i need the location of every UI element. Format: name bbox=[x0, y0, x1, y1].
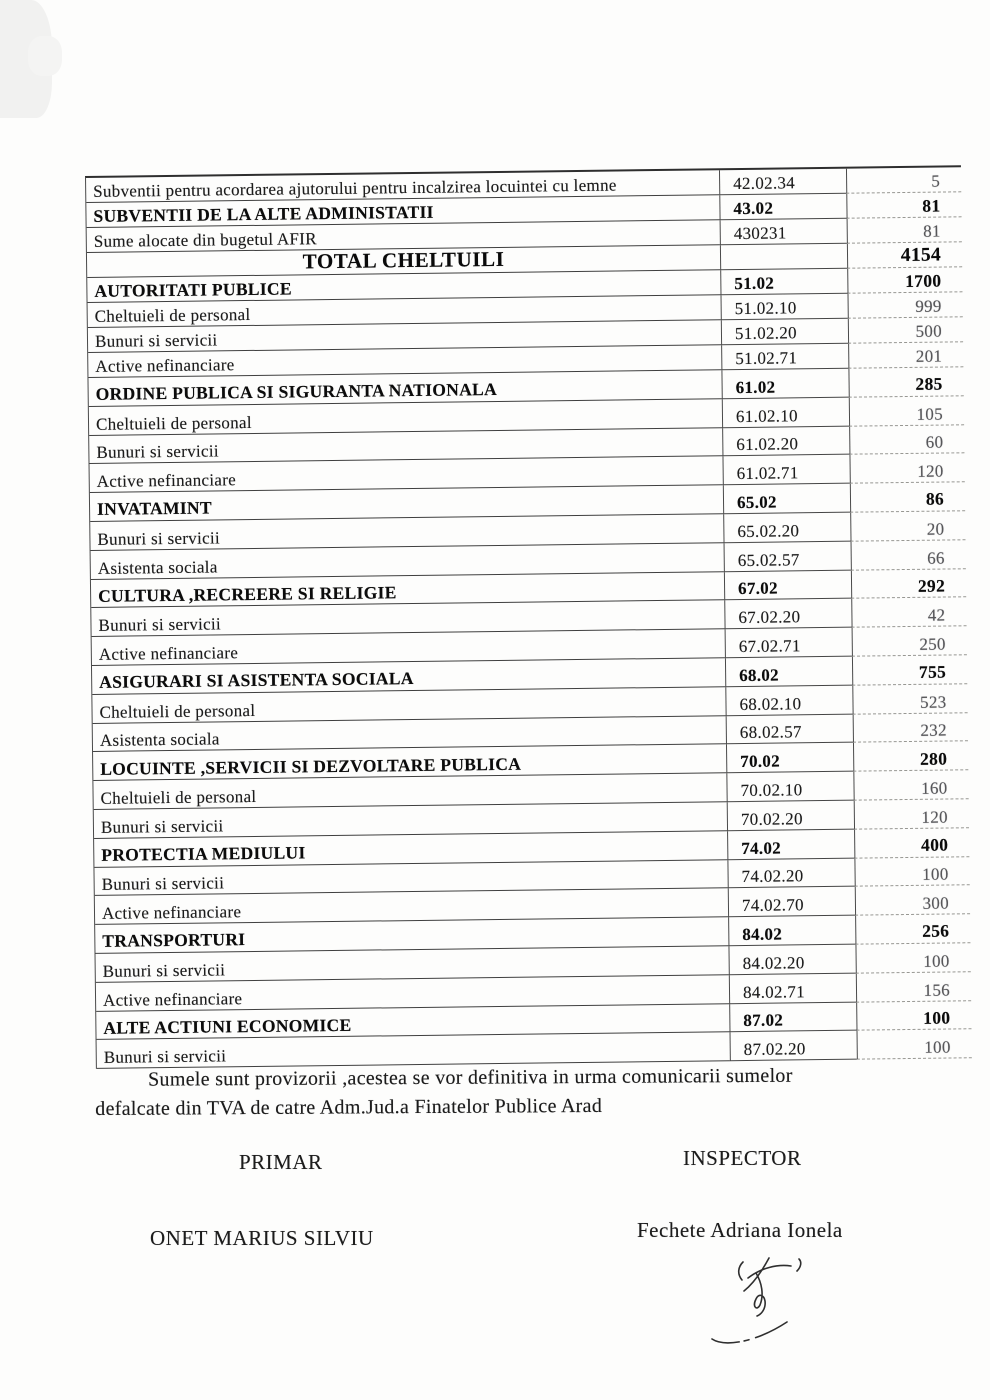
row-code: 51.02.20 bbox=[721, 319, 848, 346]
row-label: Cheltuieli de personal bbox=[93, 773, 726, 810]
row-value: 4154 bbox=[847, 242, 962, 268]
row-code: 70.02.10 bbox=[726, 772, 853, 802]
row-code: 42.02.34 bbox=[719, 169, 846, 196]
row-label: Bunuri si servicii bbox=[89, 428, 722, 465]
inspector-name: Fechete Adriana Ionela bbox=[637, 1218, 843, 1242]
row-code: 43.02 bbox=[719, 194, 846, 221]
row-code: 61.02.71 bbox=[722, 455, 849, 485]
row-label: INVATAMINT bbox=[90, 485, 723, 522]
row-value: 20 bbox=[850, 511, 965, 541]
row-label: Active nefinanciare bbox=[95, 889, 728, 926]
row-value: 285 bbox=[848, 367, 963, 397]
row-value: 500 bbox=[848, 317, 963, 343]
row-code: 68.02.57 bbox=[726, 714, 853, 744]
row-value: 156 bbox=[856, 972, 971, 1002]
row-value: 60 bbox=[849, 425, 964, 455]
row-value: 81 bbox=[847, 217, 962, 243]
row-code: 51.02.71 bbox=[721, 344, 848, 371]
row-code: 68.02 bbox=[725, 657, 852, 687]
signature-scribble bbox=[703, 1252, 813, 1352]
scan-artifact bbox=[28, 36, 62, 76]
row-label: Asistenta sociala bbox=[93, 716, 726, 753]
row-code: 65.02.57 bbox=[724, 541, 851, 571]
row-label: ORDINE PUBLICA SI SIGURANTA NATIONALA bbox=[88, 370, 721, 407]
row-label: TOTAL CHELTUILI bbox=[87, 245, 720, 278]
row-label: CULTURA ,RECREERE SI RELIGIE bbox=[91, 572, 724, 609]
row-label: Active nefinanciare bbox=[90, 457, 723, 494]
row-value: 42 bbox=[851, 598, 966, 628]
budget-table bbox=[85, 165, 972, 1069]
row-value: 523 bbox=[852, 684, 967, 714]
row-value: 66 bbox=[851, 540, 966, 570]
row-label: LOCUINTE ,SERVICII SI DEZVOLTARE PUBLICA bbox=[93, 745, 726, 782]
row-value: 232 bbox=[853, 713, 968, 743]
row-label: Cheltuieli de personal bbox=[92, 687, 725, 724]
row-value: 100 bbox=[856, 1001, 971, 1031]
row-label: Active nefinanciare bbox=[88, 345, 721, 378]
row-code: 70.02.20 bbox=[727, 801, 854, 831]
row-code: 65.02.20 bbox=[723, 513, 850, 543]
row-label: Bunuri si servicii bbox=[90, 514, 723, 551]
row-value: 999 bbox=[847, 292, 962, 318]
row-label: Bunuri si servicii bbox=[91, 601, 724, 638]
row-label: Bunuri si servicii bbox=[97, 1033, 730, 1070]
inspector-title: INSPECTOR bbox=[683, 1146, 802, 1170]
row-label: TRANSPORTURI bbox=[95, 917, 728, 954]
row-value: 1700 bbox=[847, 267, 962, 293]
row-label: Cheltuieli de personal bbox=[88, 295, 721, 328]
row-label: PROTECTIA MEDIULUI bbox=[94, 831, 727, 868]
row-value: 280 bbox=[853, 742, 968, 772]
row-code: 67.02 bbox=[724, 570, 851, 600]
row-value: 120 bbox=[854, 799, 969, 829]
row-value: 300 bbox=[855, 886, 970, 916]
row-code: 61.02.10 bbox=[722, 397, 849, 427]
row-code: 70.02 bbox=[726, 743, 853, 773]
row-value: 120 bbox=[849, 454, 964, 484]
row-label: Asistenta sociala bbox=[91, 543, 724, 580]
row-value: 100 bbox=[854, 857, 969, 887]
row-value: 81 bbox=[846, 192, 961, 218]
row-code: 68.02.10 bbox=[725, 685, 852, 715]
row-code: 84.02.71 bbox=[729, 973, 856, 1003]
row-code: 74.02.70 bbox=[728, 887, 855, 917]
row-label: Bunuri si servicii bbox=[94, 860, 727, 897]
primar-title: PRIMAR bbox=[239, 1150, 323, 1174]
row-value: 105 bbox=[849, 396, 964, 426]
row-value: 292 bbox=[851, 569, 966, 599]
row-code: 65.02 bbox=[723, 484, 850, 514]
row-value: 5 bbox=[846, 167, 961, 193]
row-value: 400 bbox=[854, 828, 969, 858]
note-line-1: Sumele sunt provizorii ,acestea se vor definitiva in urma comunicarii sumelor bbox=[148, 1064, 793, 1091]
row-label: AUTORITATI PUBLICE bbox=[87, 270, 720, 303]
row-value: 201 bbox=[848, 342, 963, 368]
provisional-note bbox=[95, 1061, 895, 1124]
row-value: 250 bbox=[852, 626, 967, 656]
row-code: 87.02.20 bbox=[730, 1031, 857, 1061]
row-label: Bunuri si servicii bbox=[96, 946, 729, 983]
row-label: Active nefinanciare bbox=[96, 975, 729, 1012]
note-line-2: defalcate din TVA de catre Adm.Jud.a Finatelor Publice Arad bbox=[95, 1094, 603, 1120]
row-label: SUBVENTII DE LA ALTE ADMINISTATII bbox=[86, 195, 719, 228]
row-value: 100 bbox=[855, 943, 970, 973]
row-code: 74.02.20 bbox=[727, 858, 854, 888]
row-label: ALTE ACTIUNI ECONOMICE bbox=[96, 1004, 729, 1041]
row-code: 84.02.20 bbox=[728, 945, 855, 975]
row-label: Sume alocate din bugetul AFIR bbox=[87, 220, 720, 253]
row-code bbox=[720, 244, 847, 271]
row-code: 430231 bbox=[720, 219, 847, 246]
row-label: Active nefinanciare bbox=[92, 629, 725, 666]
row-code: 84.02 bbox=[728, 916, 855, 946]
row-code: 51.02.10 bbox=[721, 294, 848, 321]
row-value: 755 bbox=[852, 655, 967, 685]
row-value: 160 bbox=[853, 770, 968, 800]
row-value: 86 bbox=[850, 482, 965, 512]
row-code: 67.02.71 bbox=[725, 628, 852, 658]
row-code: 61.02 bbox=[721, 369, 848, 399]
row-code: 61.02.20 bbox=[722, 426, 849, 456]
row-label: Bunuri si servicii bbox=[94, 802, 727, 839]
row-code: 74.02 bbox=[727, 829, 854, 859]
row-label: ASIGURARI SI ASISTENTA SOCIALA bbox=[92, 658, 725, 695]
row-value: 100 bbox=[857, 1030, 972, 1060]
row-label: Cheltuieli de personal bbox=[89, 399, 722, 436]
row-code: 51.02 bbox=[720, 269, 847, 296]
row-label: Bunuri si servicii bbox=[88, 320, 721, 353]
row-label: Subventii pentru acordarea ajutorului pentru incalzirea locuintei cu lemne bbox=[86, 170, 719, 203]
row-code: 67.02.20 bbox=[724, 599, 851, 629]
row-value: 256 bbox=[855, 914, 970, 944]
primar-name: ONET MARIUS SILVIU bbox=[150, 1226, 374, 1250]
row-code: 87.02 bbox=[729, 1002, 856, 1032]
